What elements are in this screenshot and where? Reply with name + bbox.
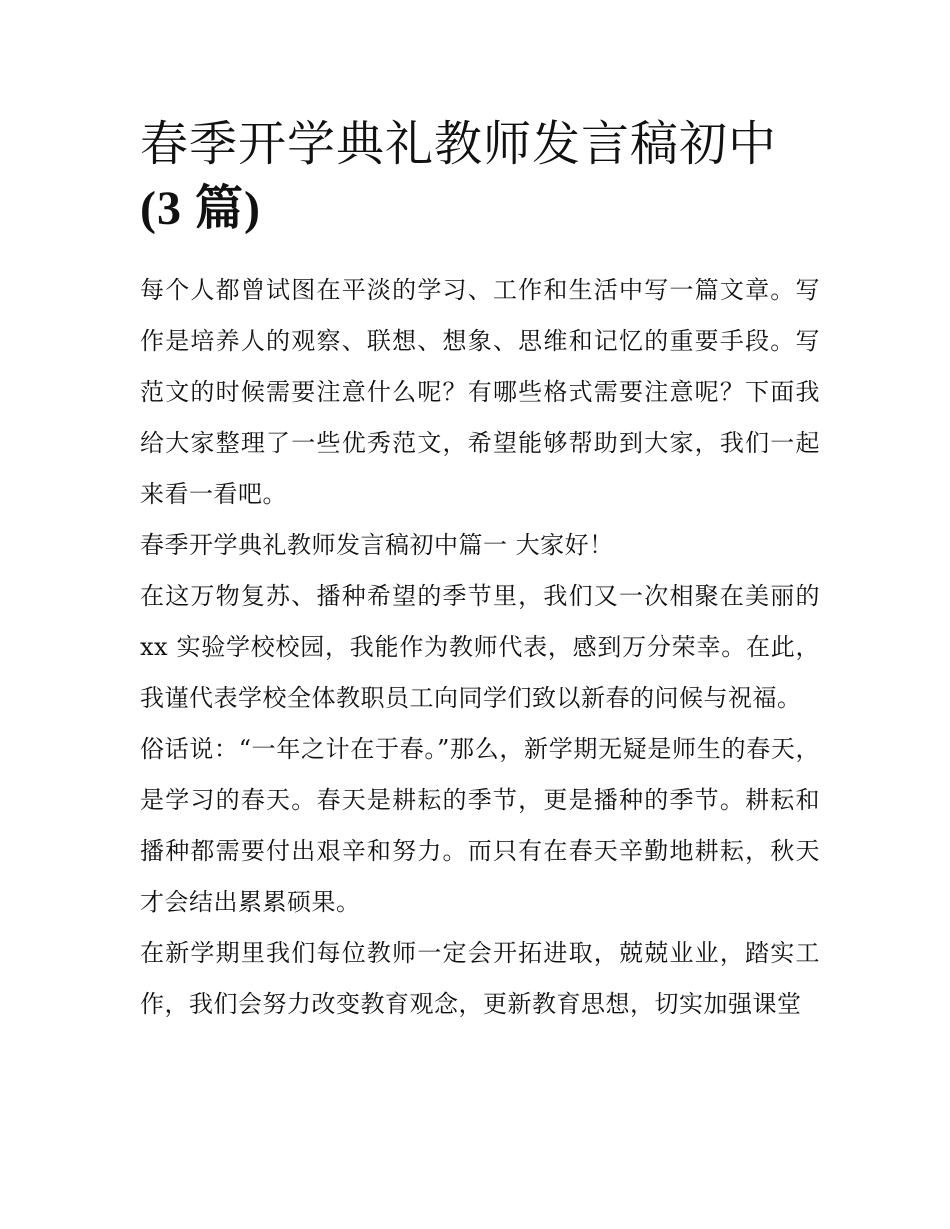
intro-paragraph: 每个人都曾试图在平淡的学习、工作和生活中写一篇文章。写作是培养人的观察、联想、想象、思维和记忆的重要手段。写范文的时候需要注意什么呢？有哪些格式需要注意呢？下面我给大家整理了一些优秀范文，希望能够帮助到大家，我们一起来看一看吧。 (140, 276, 820, 508)
section-heading-paragraph: 春季开学典礼教师发言稿初中篇一 大家好！ (140, 531, 614, 559)
document-title (140, 112, 820, 241)
body-paragraph-1: 在这万物复苏、播种希望的季节里，我们又一次相聚在美丽的 xx 实验学校校园，我能作为教师代表，感到万分荣幸。在此，我谨代表学校全体教职员工向同学们致以新春的问候与祝福。 (140, 582, 820, 712)
title-line-2: (3 篇) (140, 182, 261, 235)
body-paragraph-3: 在新学期里我们每位教师一定会开拓进取，兢兢业业，踏实工作，我们会努力改变教育观念，更新教育思想，切实加强课堂 (140, 939, 820, 1018)
document-page (140, 112, 820, 1030)
body-paragraph-2: 俗话说：“一年之计在于春。”那么，新学期无疑是师生的春天，是学习的春天。春天是耕耘的季节，更是播种的季节。耕耘和播种都需要付出艰辛和努力。而只有在春天辛勤地耕耘，秋天才会结出累累硕果。 (140, 735, 820, 916)
title-line-1: 春季开学典礼教师发言稿初中 (140, 116, 778, 172)
